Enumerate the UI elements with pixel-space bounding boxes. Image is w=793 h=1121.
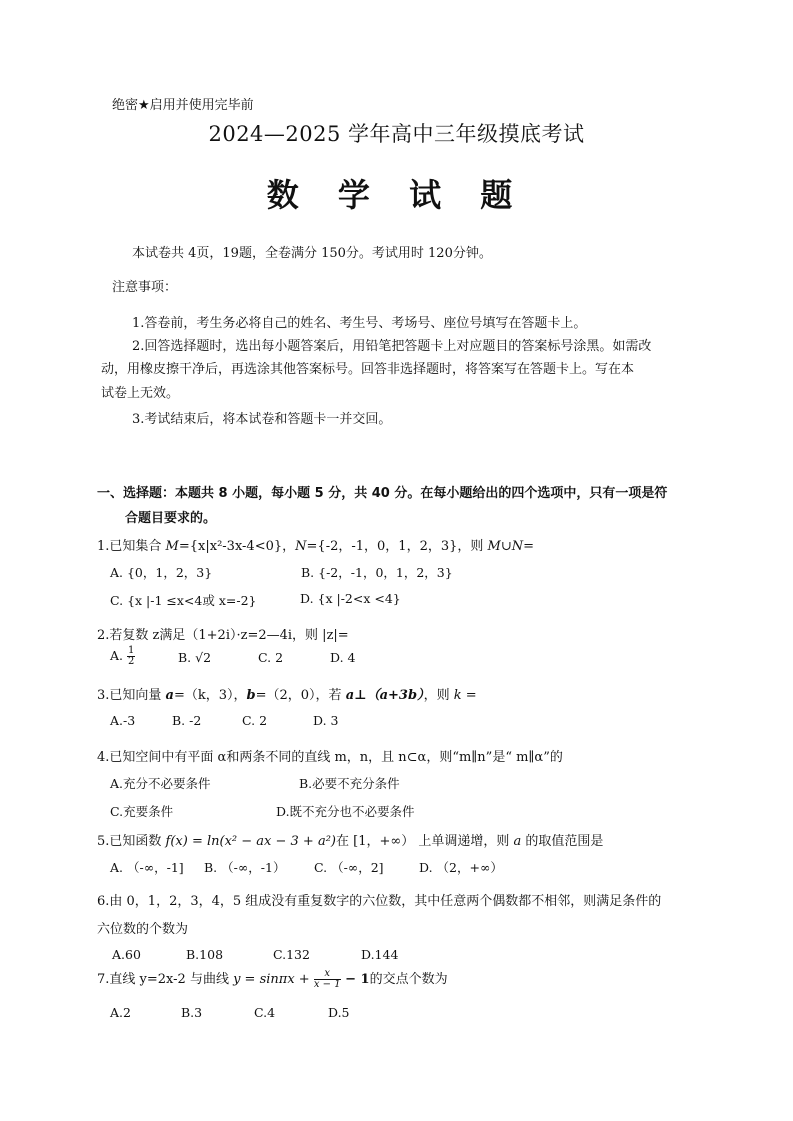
q3-vector-a: a — [165, 688, 174, 703]
q3-option-a: A.-3 — [110, 713, 136, 728]
q2-option-a-label: A. — [110, 648, 124, 663]
q7-option-d: D.5 — [328, 1005, 350, 1020]
q3-eq: = — [461, 688, 477, 703]
q3-stem — [97, 684, 477, 703]
q7-frac-den: x − 1 — [313, 979, 341, 990]
q7-fraction — [314, 969, 341, 990]
q6-option-c: C.132 — [273, 947, 310, 962]
q1-set-m-def: ={x|x²-3x-4<0}， — [178, 539, 296, 554]
notice-item-2-line-2: 动，用橡皮擦干净后，再选涂其他答案标号。回答非选择题时，将答案写在答题卡上。写在本 — [101, 362, 635, 377]
q6-stem-line-1: 6.由 0，1，2，3，4，5 组成没有重复数字的六位数，其中任意两个偶数都不相邻，则满足条件的 — [97, 894, 662, 909]
q1-stem-text: 1.已知集合 — [97, 539, 166, 554]
q7-stem — [97, 968, 448, 990]
q1-option-d: D. {x |-2<x <4} — [300, 591, 401, 606]
q5-stem-text: 5.已知函数 — [97, 834, 166, 849]
q6-stem-line-2: 六位数的个数为 — [97, 922, 189, 937]
q1-eq: = — [523, 539, 535, 554]
q3-condition: a⊥（a+3b） — [345, 688, 424, 703]
q2-frac-num: 1 — [128, 645, 135, 656]
q4-option-d: D.既不充分也不必要条件 — [276, 804, 415, 819]
subject-title: 数 学 试 题 — [266, 176, 527, 214]
q5-option-a: A. （-∞，-1] — [110, 860, 184, 875]
q7-option-a: A.2 — [110, 1005, 131, 1020]
q5-param-a: a — [513, 834, 522, 849]
q7-frac-num: x — [314, 969, 341, 980]
q5-option-c: C. （-∞，2] — [314, 860, 384, 875]
q1-option-c: C. {x |-1 ≤x<4或 x=-2} — [110, 593, 257, 608]
q1-set-n: N — [295, 539, 307, 554]
q2-option-c: C. 2 — [258, 650, 284, 665]
q3-option-c: C. 2 — [242, 713, 268, 728]
notice-heading: 注意事项： — [112, 280, 178, 295]
q7-curve: y = sinπx + — [233, 972, 314, 987]
section-heading-line-1: 一、选择题：本题共 8 小题，每小题 5 分，共 40 分。在每小题给出的四个选项中，只有一项是符 — [97, 486, 668, 501]
exam-title: 2024—2025 学年高中三年级摸底考试 — [208, 122, 585, 146]
q5-interval: 在 [1，+∞） 上单调递增，则 — [336, 834, 514, 849]
q5-ask: 的取值范围是 — [521, 834, 604, 849]
q3-vector-a-def: =（k，3）， — [173, 688, 247, 703]
q4-option-c: C.充要条件 — [110, 804, 174, 819]
q7-curve-tail: − 1 — [340, 972, 370, 987]
q4-stem: 4.已知空间中有平面 α和两条不同的直线 m，n，且 n⊂α，则“m∥n”是“ m∥α”的 — [97, 750, 563, 765]
q3-vector-b-def: =（2，0），若 — [255, 688, 346, 703]
q7-ask: 的交点个数为 — [369, 972, 448, 987]
q4-option-b: B.必要不充分条件 — [299, 776, 400, 791]
q1-set-n-def: ={-2，-1，0，1，2，3}，则 — [306, 539, 488, 554]
q1-option-b: B. {-2，-1，0，1，2，3} — [301, 565, 453, 580]
q5-option-d: D. （2，+∞） — [419, 860, 503, 875]
exam-intro: 本试卷共 4页，19题，全卷满分 150分。考试用时 120分钟。 — [132, 246, 492, 261]
q1-stem — [97, 535, 534, 554]
q3-stem-text: 3.已知向量 — [97, 688, 166, 703]
q1-set-m: M — [165, 539, 179, 554]
q1-union: M∪N — [487, 539, 524, 554]
q3-then: ，则 — [423, 688, 454, 703]
q7-option-b: B.3 — [181, 1005, 203, 1020]
q2-stem: 2.若复数 z满足（1+2i）·z=2—4i，则 |z|= — [97, 628, 349, 643]
notice-item-2-line-1: 2.回答选择题时，选出每小题答案后，用铅笔把答题卡上对应题目的答案标号涂黑。如需改 — [132, 339, 652, 354]
q5-function: f(x) = ln(x² − ax − 3 + a²) — [165, 834, 336, 849]
q3-k: k — [453, 688, 462, 703]
q3-option-b: B. -2 — [172, 713, 202, 728]
q2-option-b: B. √2 — [178, 650, 212, 665]
q1-option-a: A. {0，1，2，3} — [110, 565, 213, 580]
q2-option-a-fraction — [127, 646, 135, 667]
q7-option-c: C.4 — [254, 1005, 276, 1020]
q2-option-d: D. 4 — [330, 650, 356, 665]
q3-vector-b: b — [246, 688, 256, 703]
q6-option-b: B.108 — [186, 947, 224, 962]
q5-stem — [97, 830, 603, 849]
q3-option-d: D. 3 — [313, 713, 339, 728]
section-heading-line-2: 合题目要求的。 — [125, 511, 217, 526]
q7-stem-text: 7.直线 y=2x-2 与曲线 — [97, 972, 234, 987]
notice-item-1: 1.答卷前，考生务必将自己的姓名、考生号、考场号、座位号填写在答题卡上。 — [132, 316, 587, 331]
q2-option-a — [110, 646, 135, 667]
notice-item-2-line-3: 试卷上无效。 — [101, 386, 180, 401]
q2-frac-den: 2 — [128, 656, 135, 667]
q6-option-a: A.60 — [112, 947, 141, 962]
secret-mark: 绝密★启用并使用完毕前 — [112, 98, 254, 113]
q6-option-d: D.144 — [361, 947, 399, 962]
q4-option-a: A.充分不必要条件 — [110, 776, 211, 791]
notice-item-3: 3.考试结束后，将本试卷和答题卡一并交回。 — [132, 412, 392, 427]
q5-option-b: B. （-∞，-1） — [204, 860, 286, 875]
